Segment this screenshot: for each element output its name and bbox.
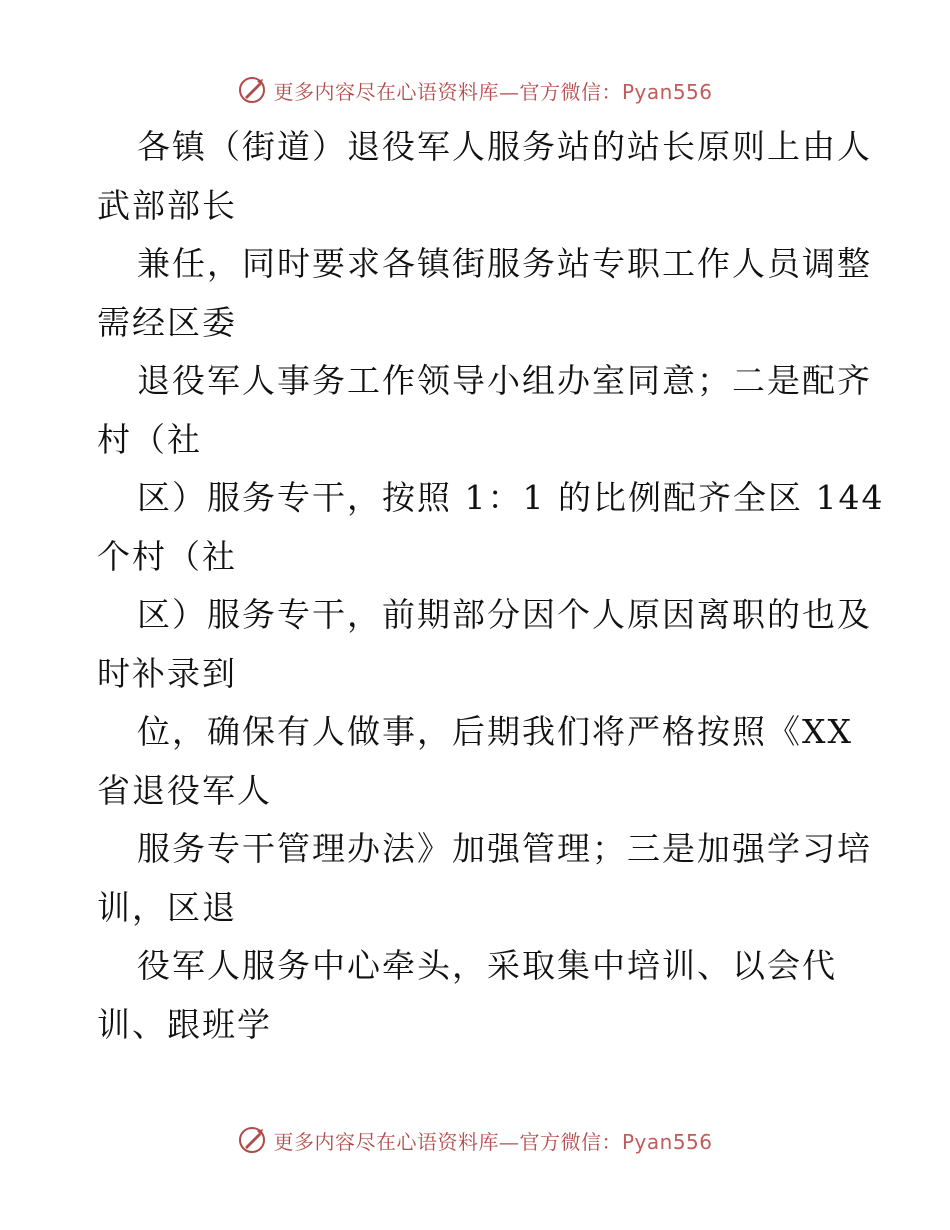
paragraph-line: 区）服务专干，前期部分因个人原因离职的也及 xyxy=(137,595,872,634)
footer-banner-label: 更多内容尽在心语资料库—官方微信： xyxy=(273,1129,622,1154)
paragraph-line: 时补录到 xyxy=(97,653,237,693)
paragraph-7 xyxy=(97,820,872,937)
header-banner xyxy=(0,70,950,110)
paragraph-line: 训，区退 xyxy=(97,887,237,927)
paragraph-line: 个村（社 xyxy=(97,536,237,576)
paragraph-2 xyxy=(97,235,872,352)
paragraph-line: 各镇（街道）退役军人服务站的站长原则上由人 xyxy=(137,127,872,166)
paragraph-line: 兼任，同时要求各镇街服务站专职工作人员调整 xyxy=(137,244,872,283)
header-banner-text xyxy=(273,76,712,105)
quill-logo-icon xyxy=(237,75,267,105)
header-banner-label: 更多内容尽在心语资料库—官方微信： xyxy=(273,79,622,104)
paragraph-6 xyxy=(97,703,857,820)
footer-banner-wechat-id: Pyan556 xyxy=(621,1129,713,1154)
quill-logo-icon xyxy=(237,1125,267,1155)
header-banner-wechat-id: Pyan556 xyxy=(621,79,713,104)
paragraph-line: 位，确保有人做事，后期我们将严格按照《XX xyxy=(137,712,853,751)
paragraph-line: 村（社 xyxy=(97,419,202,459)
paragraph-1 xyxy=(97,118,872,235)
paragraph-line: 区）服务专干，按照 1：1 的比例配齐全区 144 xyxy=(137,478,885,517)
paragraph-8 xyxy=(97,937,857,1054)
paragraph-line: 训、跟班学 xyxy=(97,1004,272,1044)
paragraph-line: 役军人服务中心牵头，采取集中培训、以会代 xyxy=(137,946,837,985)
paragraph-5 xyxy=(97,586,872,703)
paragraph-line: 省退役军人 xyxy=(97,770,272,810)
paragraph-3 xyxy=(97,352,872,469)
document-body xyxy=(97,118,885,1054)
paragraph-line: 退役军人事务工作领导小组办室同意；二是配齐 xyxy=(137,361,872,400)
paragraph-line: 武部部长 xyxy=(97,185,237,225)
paragraph-line: 需经区委 xyxy=(97,302,237,342)
footer-banner xyxy=(0,1120,950,1160)
footer-banner-text xyxy=(273,1126,712,1155)
paragraph-line: 服务专干管理办法》加强管理；三是加强学习培 xyxy=(137,829,872,868)
paragraph-4 xyxy=(97,469,885,586)
